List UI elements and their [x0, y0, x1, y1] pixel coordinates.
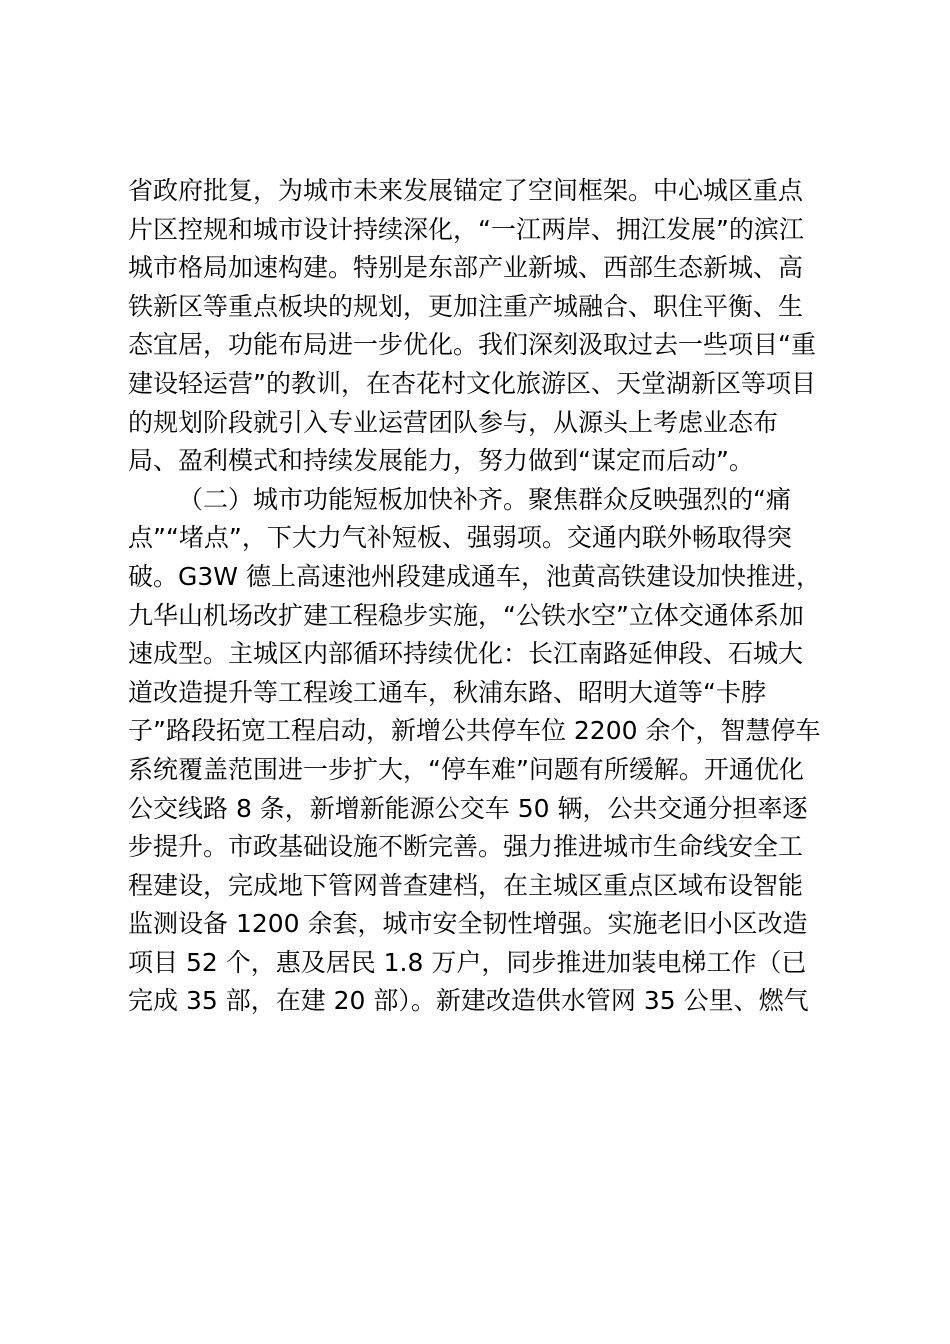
text-line: 系统覆盖范围进一步扩大，“停车难”问题有所缓解。开通优化	[128, 754, 804, 784]
text-line: 子”路段拓宽工程启动，新增公共停车位 2200 余个，智慧停车	[128, 716, 821, 746]
text-line: 片区控规和城市设计持续深化，“一江两岸、拥江发展”的滨江	[128, 214, 804, 244]
text-line: 点”“堵点”，下大力气补短板、强弱项。交通内联外畅取得突	[128, 523, 792, 553]
text-line: 省政府批复，为城市未来发展锚定了空间框架。中心城区重点	[128, 176, 804, 205]
text-line: 城市格局加速构建。特别是东部产业新城、西部生态新城、高	[128, 253, 804, 283]
text-line: 项目 52 个，惠及居民 1.8 万户，同步推进加装电梯工作（已	[128, 947, 807, 977]
text-line: 公交线路 8 条，新增新能源公交车 50 辆，公共交通分担率逐	[128, 793, 808, 823]
text-line: 态宜居，功能布局进一步优化。我们深刻汲取过去一些项目“重	[128, 330, 816, 360]
text-line: 的规划阶段就引入专业运营团队参与，从源头上考虑业态布	[128, 407, 779, 437]
text-line: 速成型。主城区内部循环持续优化：长江南路延伸段、石城大	[128, 639, 804, 669]
body-text	[128, 172, 838, 1021]
text-line: 铁新区等重点板块的规划，更加注重产城融合、职住平衡、生	[128, 291, 804, 321]
section-heading-line: （二）城市功能短板加快补齐。聚焦群众反映强烈的“痛	[178, 484, 791, 514]
text-line: 九华山机场改扩建工程稳步实施，“公铁水空”立体交通体系加	[128, 600, 804, 630]
text-line: 道改造提升等工程竣工通车，秋浦东路、昭明大道等“卡脖	[128, 677, 766, 707]
text-line: 监测设备 1200 余套，城市安全韧性增强。实施老旧小区改造	[128, 909, 808, 939]
text-line: 步提升。市政基础设施不断完善。强力推进城市生命线安全工	[128, 832, 804, 862]
text-line: 破。G3W 德上高速池州段建成通车，池黄高铁建设加快推进，	[128, 561, 821, 591]
text-line: 建设轻运营”的教训，在杏花村文化旅游区、天堂湖新区等项目	[128, 368, 816, 398]
text-line: 程建设，完成地下管网普查建档，在主城区重点区域布设智能	[128, 870, 804, 900]
text-line: 完成 35 部，在建 20 部）。新建改造供水管网 35 公里、燃气	[128, 986, 809, 1016]
text-line: 局、盈利模式和持续发展能力，努力做到“谋定而后动”。	[128, 446, 754, 476]
